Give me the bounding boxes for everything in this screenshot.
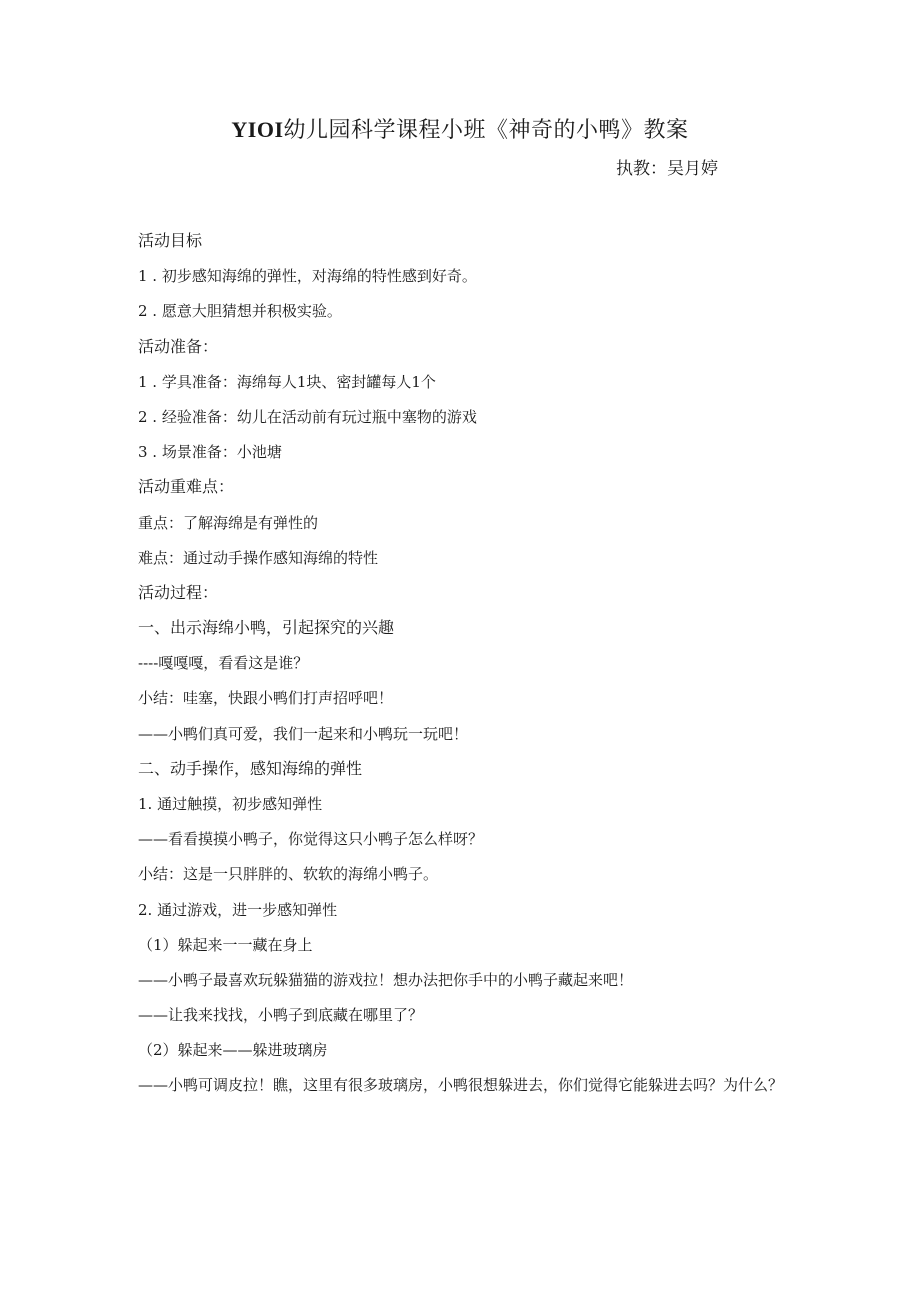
paragraph-line: 小结：哇塞，快跟小鸭们打声招呼吧！ xyxy=(138,689,394,708)
title-text: 幼儿园科学课程小班《神奇的小鸭》教案 xyxy=(283,118,689,143)
paragraph-line: 1. 通过触摸，初步感知弹性 xyxy=(138,795,323,813)
paragraph-line: 2 . 经验准备：幼儿在活动前有玩过瓶中塞物的游戏 xyxy=(138,407,477,426)
paragraph-line: （2）躲起来——躲进玻璃房 xyxy=(138,1041,328,1060)
paragraph-line: 2 . 愿意大胆猜想并积极实验。 xyxy=(138,302,342,321)
paragraph-line: ----嘎嘎嘎，看看这是谁？ xyxy=(138,654,309,673)
section-heading: 活动准备： xyxy=(138,336,219,356)
paragraph-line: 难点：通过动手操作感知海绵的特性 xyxy=(138,548,379,567)
section-heading: 活动重难点： xyxy=(138,477,235,497)
paragraph-line: ——小鸭子最喜欢玩躲猫猫的游戏拉！想办法把你手中的小鸭子藏起来吧！ xyxy=(138,970,634,989)
paragraph-line: 2. 通过游戏，进一步感知弹性 xyxy=(138,900,338,919)
paragraph-line: ——看看摸摸小鸭子，你觉得这只小鸭子怎么样呀？ xyxy=(138,830,484,849)
document-body xyxy=(138,231,788,1100)
paragraph-line: 3 . 场景准备：小池塘 xyxy=(138,443,282,462)
section-heading: 活动过程： xyxy=(138,582,219,602)
paragraph-line: 小结：这是一只胖胖的、软软的海绵小鸭子。 xyxy=(138,865,439,884)
paragraph-line: ——小鸭可调皮拉！瞧，这里有很多玻璃房，小鸭很想躲进去，你们觉得它能躲进去吗？为什么？ xyxy=(138,1075,784,1094)
paragraph-line: 重点：了解海绵是有弹性的 xyxy=(138,513,319,532)
author-line: 执教：吴月婷 xyxy=(616,159,718,179)
page-title xyxy=(0,113,920,144)
title-code: YIOI xyxy=(231,117,284,142)
paragraph-line: 1 . 初步感知海绵的弹性，对海绵的特性感到好奇。 xyxy=(138,267,477,286)
paragraph-line: ——让我来找找，小鸭子到底藏在哪里了？ xyxy=(138,1006,424,1025)
section-heading: 一、出示海绵小鸭，引起探究的兴趣 xyxy=(138,618,395,638)
paragraph-line: ——小鸭们真可爱，我们一起来和小鸭玩一玩吧！ xyxy=(138,724,469,743)
section-heading: 活动目标 xyxy=(138,231,203,250)
paragraph-line: （1）躲起来一一藏在身上 xyxy=(138,935,313,954)
section-heading: 二、动手操作，感知海绵的弹性 xyxy=(138,758,363,778)
paragraph-line: 1 . 学具准备：海绵每人1块、密封罐每人1个 xyxy=(138,372,436,391)
